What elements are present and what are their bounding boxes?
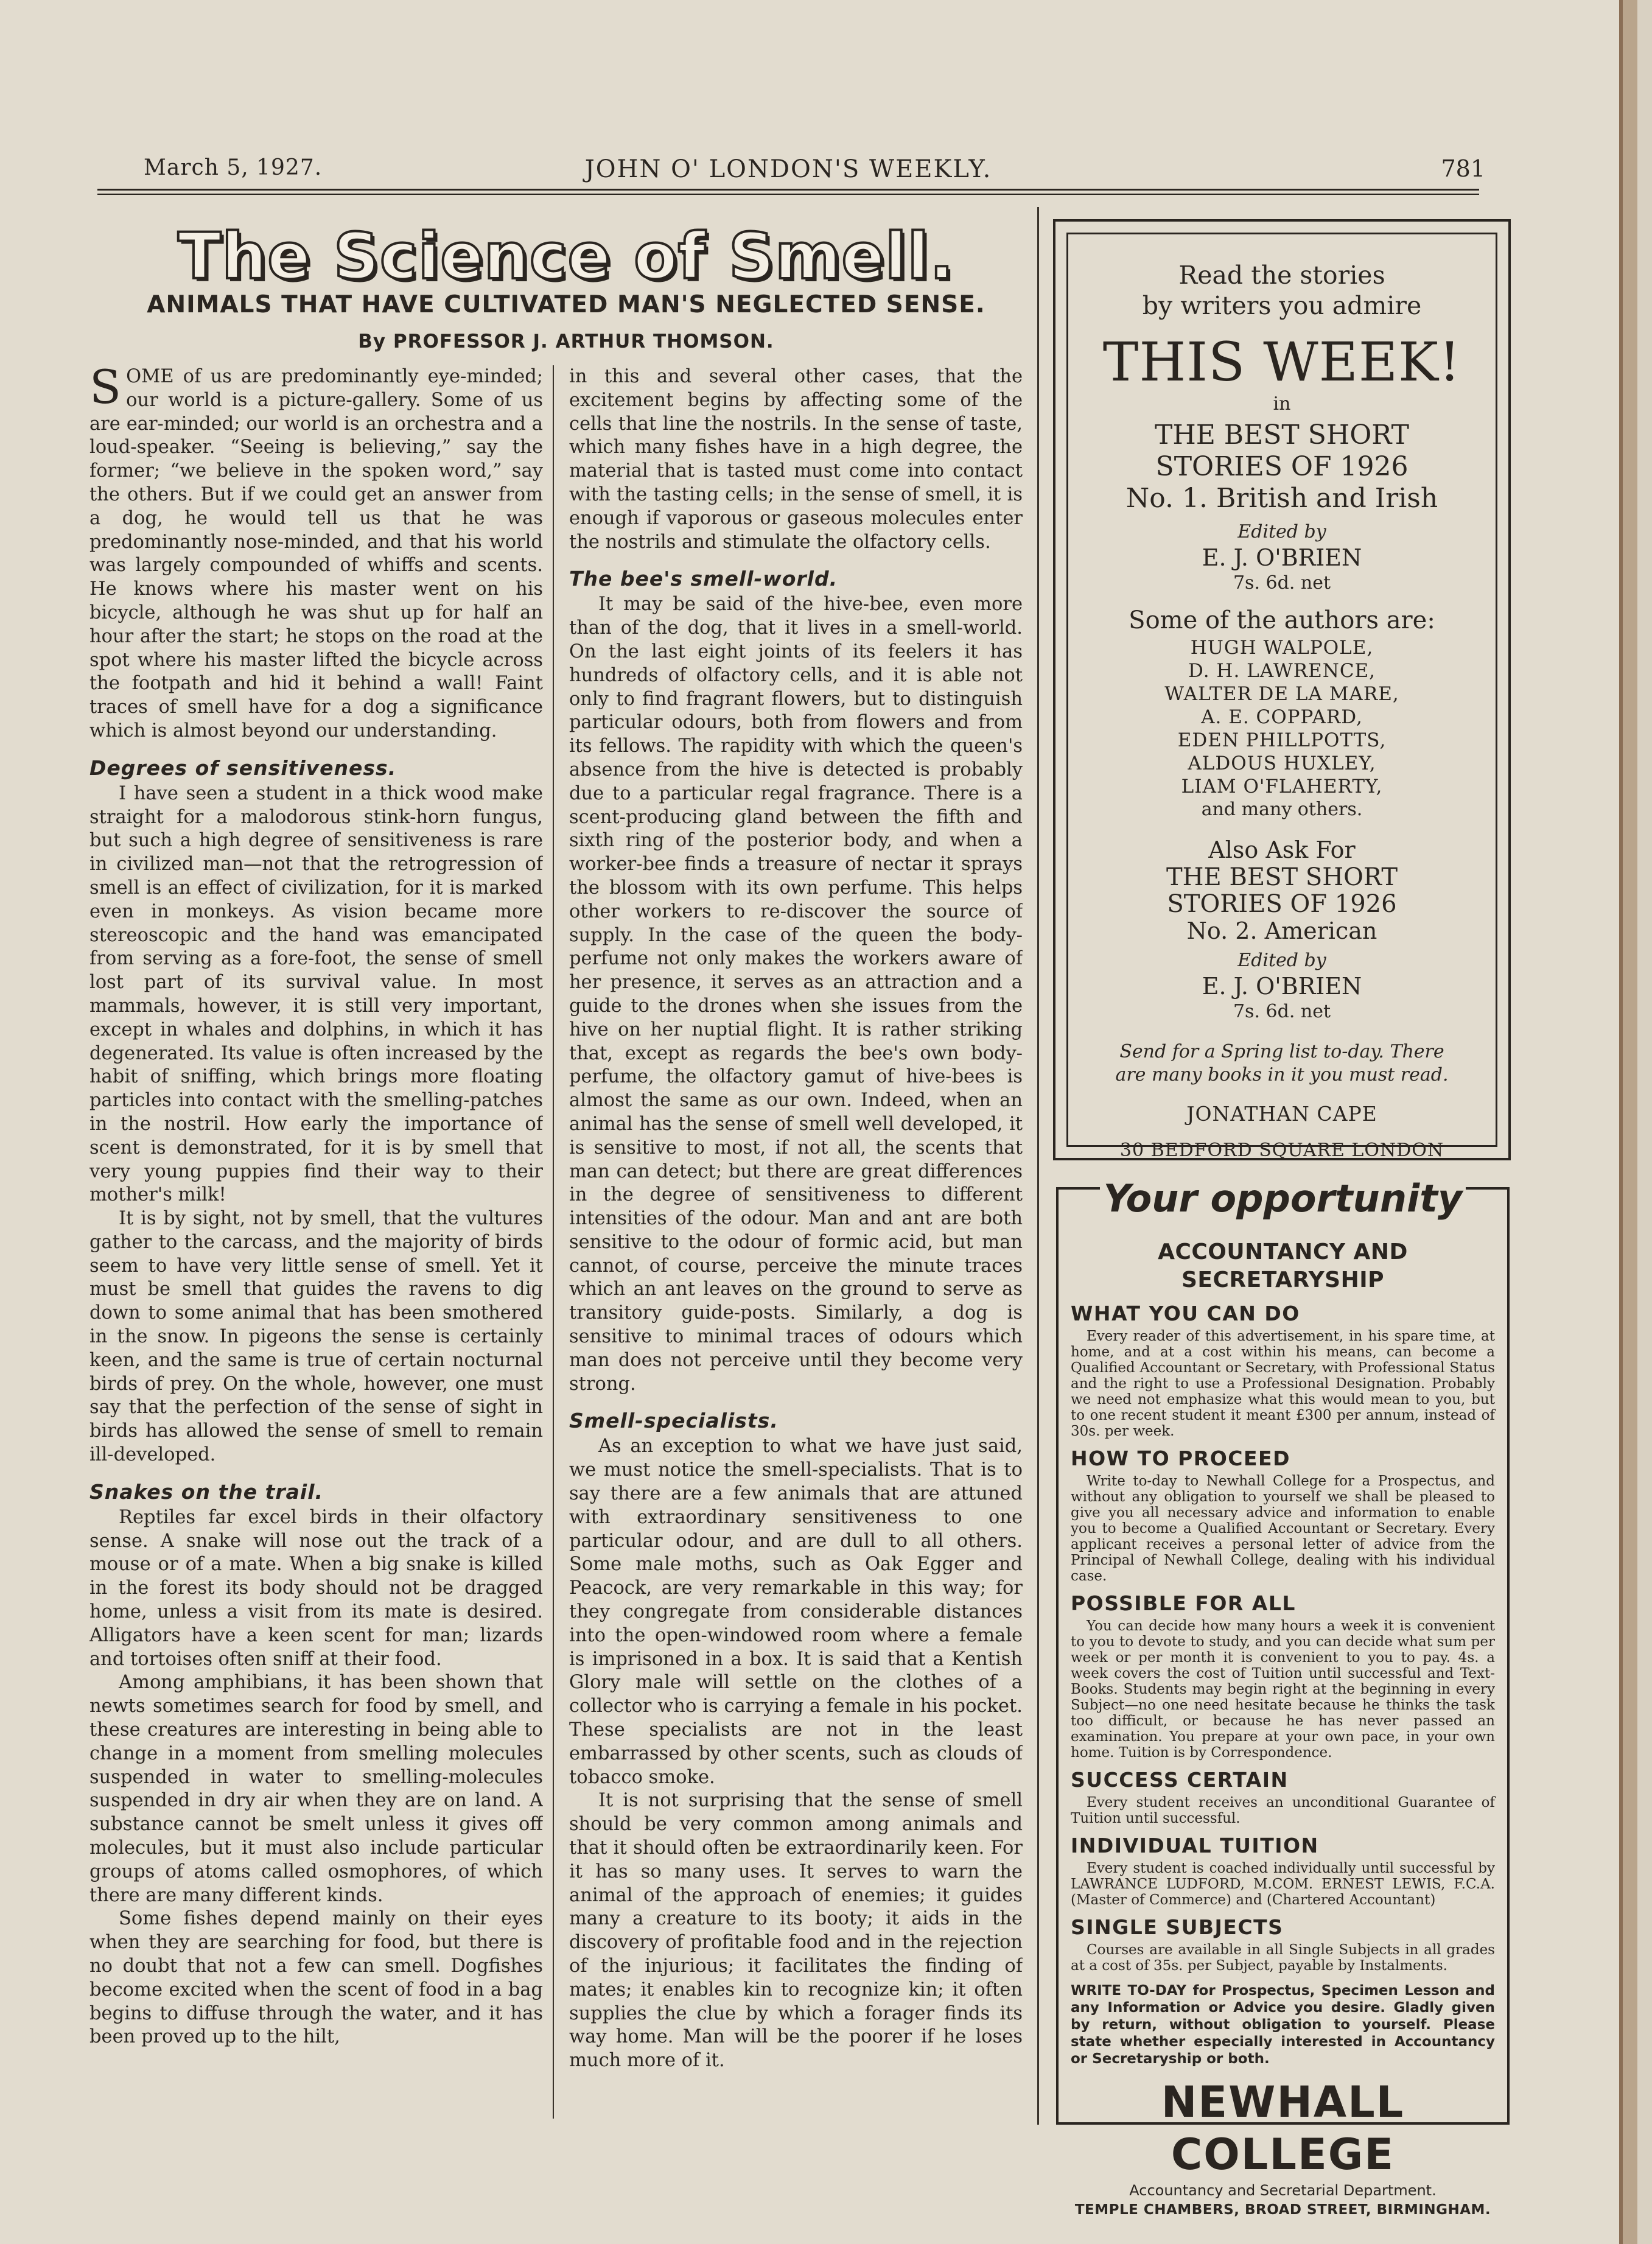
college-address: TEMPLE CHAMBERS, BROAD STREET, BIRMINGHAM.	[1074, 2202, 1491, 2218]
ad-section-heading: SINGLE SUBJECTS	[1071, 1915, 1284, 1939]
ad-book-title: No. 1. British and Irish	[1125, 483, 1438, 514]
paragraph: As an exception to what we have just said, we must notice the smell-specialists. That is to say there are a few animals that are attuned with extraordinary sensitiveness to one particular odour, and are dull to all others. Some male moths, such as Oak Egger and Peacock, are very remarkable in this way; for they congregate from considerable distances into the open-windowed room where a female is imprisoned in a box. It is said that a Kentish Glory male will settle on the clothes of a collector who is carrying a female in his pocket. These specialists are not in the least embarrassed by other scents, such as clouds of tobacco smoke.	[569, 1436, 1023, 1788]
ad-body: You can decide how many hours a week it is convenient to you to devote to study, and you can decide what sum per week or per month it is convenient to you to pay. 4s. a week covers the cost of Tuition until successful and Text-Books. Students may begin right at the beginning in every Subject—no one need hesitate because he thinks the task too difficult, or because he has never passed an examination. You prepare at your own pace, in your own home. Tuition is by Correspondence.	[1071, 1618, 1495, 1761]
author-list	[1068, 636, 1496, 798]
author-name: D. H. LAWRENCE,	[1188, 660, 1376, 682]
ad-line: Also Ask For	[1208, 836, 1356, 863]
ad-body: Write to-day to Newhall College for a Prospectus, and without any obligation to yourself we shall be pleased to give you all necessary advice and information to enable you to become a Qualified Accountant or Secretary. Every applicant receives a personal letter of advice from the Principal of Newhall College, dealing with his individual case.	[1071, 1473, 1495, 1584]
ad-section-heading: HOW TO PROCEED	[1071, 1446, 1290, 1470]
ad-editor: E. J. O'BRIEN	[1202, 973, 1362, 1000]
ad-price: 7s. 6d. net	[1233, 572, 1331, 594]
article-subtitle: ANIMALS THAT HAVE CULTIVATED MAN'S NEGLECTED SENSE.	[147, 291, 985, 318]
article-title: The Science of Smell.	[178, 219, 954, 293]
author-name: HUGH WALPOLE,	[1190, 637, 1374, 659]
ad-headline: THIS WEEK!	[1102, 331, 1461, 393]
advertisement-this-week	[1066, 233, 1497, 1161]
drop-cap: S	[89, 365, 122, 414]
ad-line: Send for a Spring list to-day. There	[1119, 1041, 1444, 1062]
ad-line: Some of the authors are:	[1129, 606, 1435, 634]
ad-section-heading: SUCCESS CERTAIN	[1071, 1768, 1289, 1792]
ad-content	[1071, 1238, 1495, 2220]
ad-book-title: STORIES OF 1926	[1167, 890, 1397, 918]
ad-line: Edited by	[1237, 950, 1326, 971]
paragraph: It is by sight, not by smell, that the vultures gather to the carcass, and the majority of birds seem to have very little sense of smell. Yet it must be smell that guides the ravens to dig down to some animal that has been smothered in the snow. In pigeons the sense is certainly keen, and the same is true of certain nocturnal birds of prey. On the whole, however, one must say that the perfection of the sense of sight in birds has allowed the sense of smell to remain ill-developed.	[89, 1208, 543, 1466]
ad-line: in	[1273, 393, 1291, 415]
author-name: ALDOUS HUXLEY,	[1188, 752, 1376, 774]
issue-date: March 5, 1927.	[144, 155, 323, 180]
header-rule	[97, 189, 1479, 191]
paragraph: It may be said of the hive-bee, even more than of the dog, that it lives in a smell-world. On the last eight joints of its feelers it has hundreds of olfactory cells, and it is able not only to find fragrant flowers, but to distinguish particular odours, both from flowers and from its fellows. The rapidity with which the queen's absence from the hive is detected is probably due to a particular regal fragrance. There is a scent-producing gland between the fifth and sixth ring of the posterior body, and when a worker-bee finds a treasure of nectar it sprays the blossom with its own perfume. This helps other workers to re-discover the source of supply. In the case of the queen the body-perfume not only makes the workers aware of her presence, it serves as an attraction and a guide to the drones when she issues from the hive on her nuptial flight. It is rather striking that, except as regards the bee's own body-perfume, the olfactory gamut of hive-bees is almost the same as our own. Indeed, when an animal has the sense of smell well developed, it is sensitive to most, if not all, the scents that man can detect; but there are great differences in the degree of sensitiveness to different intensities of the odour. Man and ant are both sensitive to the odour of formic acid, but man cannot, of course, perceive the minute traces which an ant leaves on the ground to serve as transitory guide-posts. Similarly, a dog is sensitive to minimal traces of odours which man does not perceive until they become very strong.	[569, 594, 1023, 1395]
ad-address: 30 BEDFORD SQUARE LONDON	[1119, 1140, 1444, 1161]
ad-call-to-action: WRITE TO-DAY for Prospectus, Specimen Lesson and any Information or Advice you desire. Gladly given by return, without obligation to yourself. Please state whether especially interested in Accountancy or Secretaryship or both.	[1071, 1983, 1495, 2067]
publication-name: JOHN O' LONDON'S WEEKLY.	[584, 155, 992, 183]
ad-publisher: JONATHAN CAPE	[1186, 1102, 1377, 1126]
ad-body: Every student is coached individually until successful by LAWRANCE LUDFORD, M.COM. ERNEST LEWIS, F.C.A. (Master of Commerce) and (Chartered Accountant)	[1071, 1860, 1495, 1908]
page-edge	[1623, 0, 1637, 2244]
paragraph: Reptiles far excel birds in their olfactory sense. A snake will nose out the track of a mouse or of a mate. When a big snake is killed in the forest its body should not be dragged home, unless a visit from its mate is desired. Alligators have a keen scent for man; lizards and tortoises often sniff at their food.	[89, 1506, 543, 1670]
ad-line: Edited by	[1237, 521, 1326, 542]
ad-book-title: THE BEST SHORT	[1154, 419, 1410, 451]
page-number: 781	[1441, 155, 1485, 182]
ad-section-heading: INDIVIDUAL TUITION	[1071, 1834, 1319, 1857]
section-heading: Degrees of sensitiveness.	[89, 756, 397, 780]
ad-line: Read the stories	[1178, 261, 1385, 290]
header-rule-thin	[97, 194, 1479, 195]
ad-book-title: THE BEST SHORT	[1166, 863, 1398, 891]
article-byline: By PROFESSOR J. ARTHUR THOMSON.	[358, 331, 774, 352]
author-name: A. E. COPPARD,	[1201, 706, 1363, 728]
ad-body: Every reader of this advertisement, in his spare time, at home, and at a cost within his means, can become a Qualified Accountant or Secretary, with Professional Status and the right to use a Professional Designation. Probably we need not emphasize what this would mean to you, but to one recent student it meant £300 per annum, instead of 30s. per week.	[1071, 1328, 1495, 1439]
ad-body: Every student receives an unconditional Guarantee of Tuition until successful.	[1071, 1795, 1495, 1826]
ad-headline: Your opportunity	[1059, 1176, 1507, 1221]
paragraph: SOME of us are predominantly eye-minded; our world is a picture-gallery. Some of us are ear-minded; our world is an orchestra and a loud-speaker. “Seeing is believing,” say the former; “we believe in the spoken word,” say the others. But if we could get an answer from a dog, he would tell us that he was predominantly nose-minded, and that his world was largely compounded of whiffs and scents. He knows where his master went on his bicycle, although he was shut up for half an hour after the start; he stops on the road at the spot where his master lifted the bicycle across the footpath and hid it behind a wall! Faint traces of smell have for a dog a significance which is almost beyond our understanding.	[89, 365, 543, 742]
column-divider	[1037, 207, 1039, 2125]
ad-body: Courses are available in all Single Subjects in all grades at a cost of 35s. per Subject, payable by Instalments.	[1071, 1942, 1495, 1974]
ad-subhead: ACCOUNTANCY AND SECRETARYSHIP	[1158, 1239, 1408, 1292]
ad-book-title: No. 2. American	[1186, 917, 1377, 944]
section-heading: The bee's smell-world.	[569, 567, 838, 591]
ad-section-heading: POSSIBLE FOR ALL	[1071, 1591, 1296, 1615]
column-divider	[553, 365, 554, 2119]
college-department: Accountancy and Secretarial Department.	[1129, 2182, 1437, 2199]
article-column-1	[89, 365, 543, 2113]
college-name: NEWHALL COLLEGE	[1161, 2077, 1405, 2179]
ad-section-heading: WHAT YOU CAN DO	[1071, 1302, 1300, 1325]
paragraph: Some fishes depend mainly on their eyes when they are searching for food, but there is no doubt that not a few can smell. Dogfishes become excited when the scent of food in a bag begins to diffuse through the water, and it has been proved up to the hilt,	[89, 1908, 543, 2048]
article-column-2	[569, 365, 1023, 2113]
running-header	[97, 155, 1485, 192]
author-name: EDEN PHILLPOTTS,	[1177, 729, 1387, 751]
author-name: WALTER DE LA MARE,	[1164, 683, 1399, 705]
ad-book-title: STORIES OF 1926	[1155, 451, 1409, 482]
ad-line: are many books in it you must read.	[1115, 1064, 1449, 1085]
ad-line: and many others.	[1201, 799, 1363, 820]
advertisement-newhall-college	[1056, 1176, 1510, 2218]
author-name: LIAM O'FLAHERTY,	[1181, 776, 1383, 798]
paragraph: in this and several other cases, that the excitement begins by affecting some of the cells that line the nostrils. In the sense of taste, which many fishes have in a high degree, the material that is tasted must come into contact with the tasting cells; in the sense of smell, it is enough if vaporous or gaseous molecules enter the nostrils and stimulate the olfactory cells.	[569, 366, 1023, 553]
paragraph: It is not surprising that the sense of smell should be very common among animals and that it should often be extraordinarily keen. For it has so many uses. It serves to warn the animal of the approach of enemies; it guides many a creature to its booty; it aids in the discovery of profitable food and in the rejection of the injurious; it facilitates the finding of mates; it enables kin to recognize kin; it often supplies the clue by which a forager finds its way home. Man will be the poorer if he loses much more of it.	[569, 1790, 1023, 2072]
ad-line: by writers you admire	[1142, 291, 1422, 320]
ad-price: 7s. 6d. net	[1233, 1001, 1331, 1022]
paragraph: Among amphibians, it has been shown that newts sometimes search for food by smell, and these creatures are interesting in being able to change in a moment from smelling molecules suspended in water to smelling-molecules suspended in dry air when they are on land. A substance cannot be smelt unless it gives off molecules, but it must also include particular groups of atoms called osmophores, of which there are many different kinds.	[89, 1672, 543, 1906]
paragraph: I have seen a student in a thick wood make straight for a malodorous stink-horn fungus, but such a high degree of sensitiveness is rare in civilized man—not that the retrogression of smell is an effect of civilization, for it is marked even in monkeys. As vision became more stereoscopic and the hand was emancipated from serving as a fore-foot, the sense of smell lost part of its survival value. In most mammals, however, it is still very important, except in whales and dolphins, in which it has degenerated. Its value is often increased by the habit of sniffing, which brings more floating particles into contact with the smelling-patches in the nostril. How early the importance of scent is demonstrated, for it is by smell that very young puppies find their way to their mother's milk!	[89, 782, 543, 1206]
section-heading: Snakes on the trail.	[89, 1479, 324, 1504]
section-heading: Smell-specialists.	[569, 1409, 779, 1433]
ad-editor: E. J. O'BRIEN	[1202, 544, 1362, 571]
